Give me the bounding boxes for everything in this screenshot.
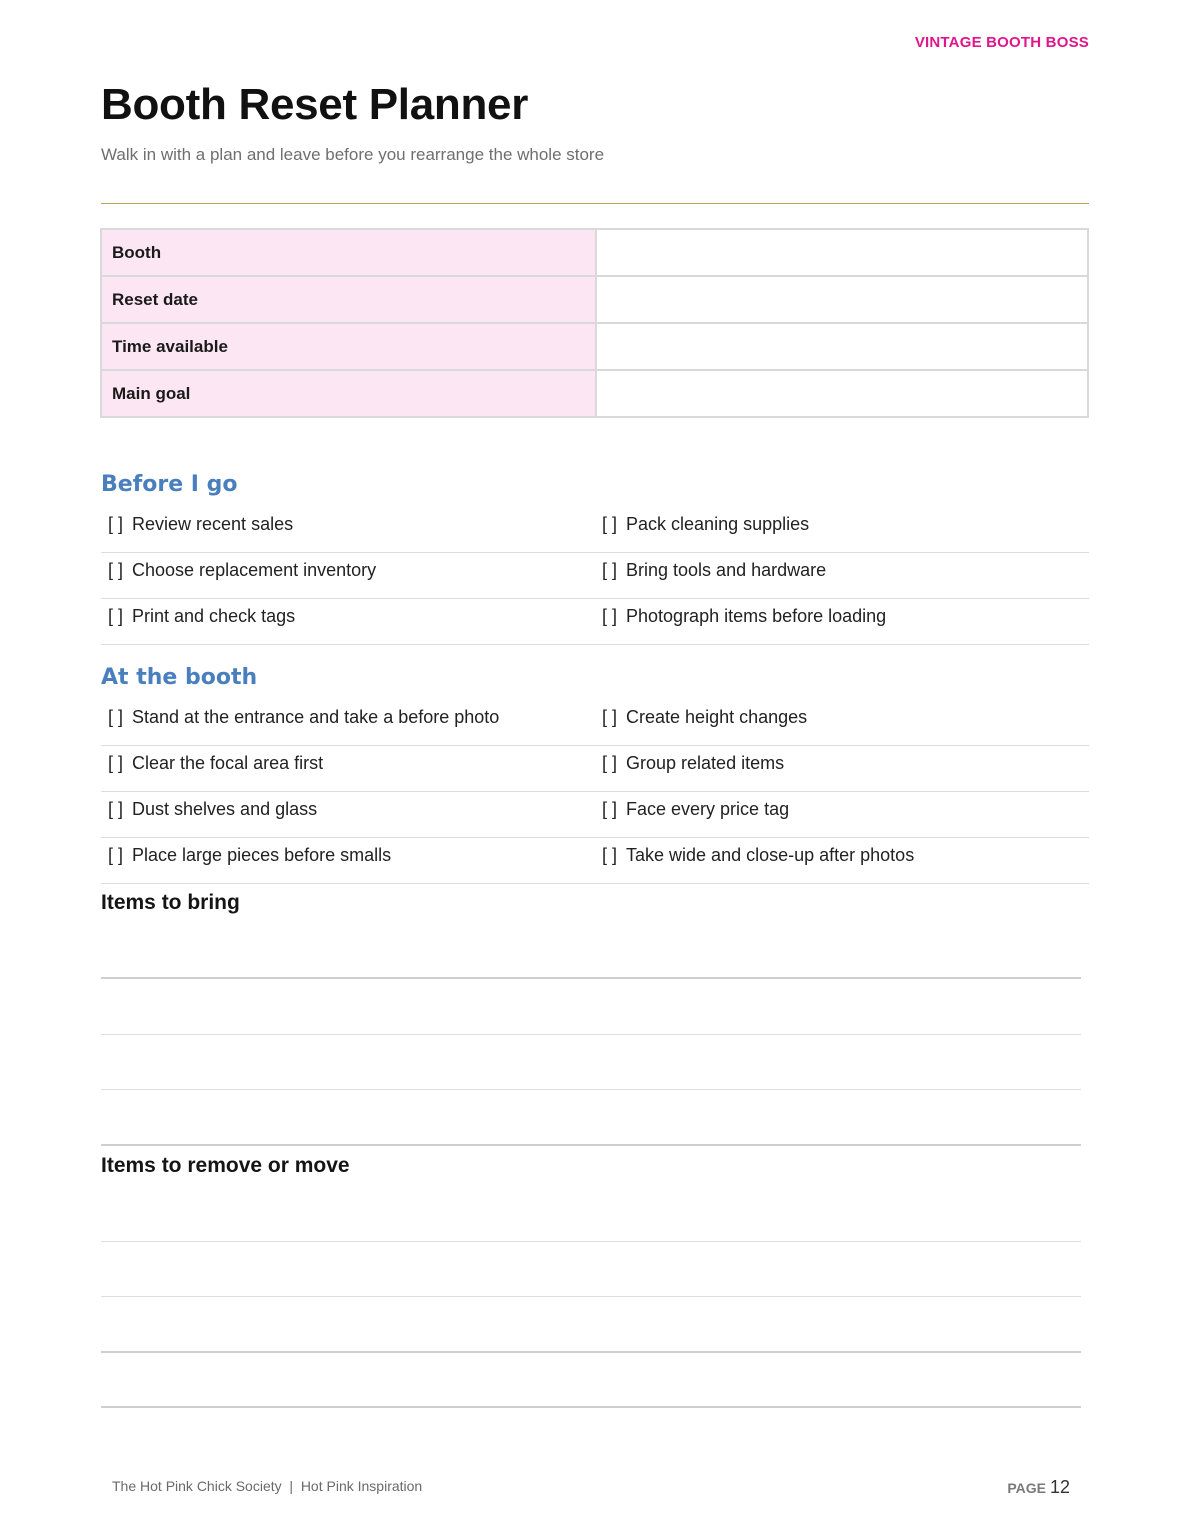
- checklist-item-label: Review recent sales: [132, 514, 294, 534]
- checklist-item[interactable]: [595, 507, 1089, 552]
- info-row-main-goal: [101, 370, 1088, 417]
- checklist-item[interactable]: [101, 700, 595, 745]
- checklist-at-the-booth: [101, 700, 1089, 884]
- checklist-item-label: Place large pieces before smalls: [132, 845, 392, 865]
- checklist-item[interactable]: [101, 746, 595, 791]
- info-value-field[interactable]: [596, 276, 1088, 323]
- page-subtitle: Walk in with a plan and leave before you rearrange the whole store: [101, 145, 605, 164]
- checkbox[interactable]: [ ]: [602, 753, 618, 773]
- page-title: Booth Reset Planner: [101, 80, 529, 129]
- info-row-reset-date: [101, 276, 1088, 323]
- footer-credit: The Hot Pink Chick Society | Hot Pink Inspiration: [112, 1478, 423, 1494]
- checklist-item-label: Create height changes: [626, 707, 808, 727]
- checkbox[interactable]: [ ]: [108, 753, 124, 773]
- checklist-item[interactable]: [595, 792, 1089, 837]
- info-value-field[interactable]: [596, 370, 1088, 417]
- block-title-items-to-remove: Items to remove or move: [101, 1154, 350, 1177]
- writing-line[interactable]: [101, 977, 1081, 979]
- checkbox[interactable]: [ ]: [602, 799, 618, 819]
- checklist-item-label: Choose replacement inventory: [132, 560, 377, 580]
- checklist-row: [101, 553, 1089, 599]
- page-label: PAGE: [1007, 1480, 1046, 1496]
- brand-label: VINTAGE BOOTH BOSS: [914, 34, 1089, 51]
- checkbox[interactable]: [ ]: [108, 514, 124, 534]
- checklist-item-label: Take wide and close-up after photos: [626, 845, 915, 865]
- checklist-item[interactable]: [101, 838, 595, 883]
- header-divider: [101, 203, 1089, 204]
- checklist-item[interactable]: [101, 507, 595, 552]
- checklist-item[interactable]: [595, 838, 1089, 883]
- section-title-at-the-booth: At the booth: [101, 665, 258, 690]
- checklist-item-label: Dust shelves and glass: [132, 799, 318, 819]
- checkbox[interactable]: [ ]: [108, 799, 124, 819]
- info-value-field[interactable]: [596, 229, 1088, 276]
- info-label: Main goal: [101, 370, 596, 417]
- writing-line[interactable]: [101, 1034, 1081, 1035]
- checkbox[interactable]: [ ]: [108, 560, 124, 580]
- checklist-item-label: Bring tools and hardware: [626, 560, 827, 580]
- info-row-time-available: [101, 323, 1088, 370]
- checklist-item-label: Clear the focal area first: [132, 753, 324, 773]
- checkbox[interactable]: [ ]: [108, 707, 124, 727]
- info-table: [100, 228, 1089, 418]
- checkbox[interactable]: [ ]: [602, 514, 618, 534]
- checkbox[interactable]: [ ]: [602, 707, 618, 727]
- info-row-booth: [101, 229, 1088, 276]
- checklist-item-label: Stand at the entrance and take a before photo: [132, 707, 500, 727]
- page-number-value: 12: [1049, 1477, 1070, 1497]
- checklist-row: [101, 700, 1089, 746]
- checklist-item[interactable]: [595, 746, 1089, 791]
- checklist-item-label: Photograph items before loading: [626, 606, 887, 626]
- writing-line[interactable]: [101, 1241, 1081, 1242]
- writing-line[interactable]: [101, 1351, 1081, 1353]
- page-number: [1007, 1477, 1070, 1498]
- checkbox[interactable]: [ ]: [602, 560, 618, 580]
- checklist-item[interactable]: [595, 700, 1089, 745]
- checklist-item[interactable]: [101, 792, 595, 837]
- info-label: Reset date: [101, 276, 596, 323]
- checklist-row: [101, 599, 1089, 645]
- checkbox[interactable]: [ ]: [108, 845, 124, 865]
- info-value-field[interactable]: [596, 323, 1088, 370]
- checklist-item-label: Face every price tag: [626, 799, 790, 819]
- checklist-item-label: Print and check tags: [132, 606, 296, 626]
- checklist-item[interactable]: [101, 599, 595, 644]
- checklist-row: [101, 746, 1089, 792]
- checklist-item-label: Pack cleaning supplies: [626, 514, 810, 534]
- checkbox[interactable]: [ ]: [602, 845, 618, 865]
- checklist-item[interactable]: [595, 553, 1089, 598]
- checkbox[interactable]: [ ]: [602, 606, 618, 626]
- section-title-before-i-go: Before I go: [101, 472, 238, 497]
- writing-line[interactable]: [101, 1144, 1081, 1146]
- checkbox[interactable]: [ ]: [108, 606, 124, 626]
- checklist-item-label: Group related items: [626, 753, 785, 773]
- writing-line[interactable]: [101, 1296, 1081, 1297]
- checklist-row: [101, 838, 1089, 884]
- checklist-item[interactable]: [595, 599, 1089, 644]
- writing-line[interactable]: [101, 1406, 1081, 1408]
- writing-line[interactable]: [101, 1089, 1081, 1090]
- checklist-row: [101, 507, 1089, 553]
- checklist-row: [101, 792, 1089, 838]
- info-label: Booth: [101, 229, 596, 276]
- block-title-items-to-bring: Items to bring: [101, 891, 240, 914]
- info-label: Time available: [101, 323, 596, 370]
- checklist-before-i-go: [101, 507, 1089, 645]
- checklist-item[interactable]: [101, 553, 595, 598]
